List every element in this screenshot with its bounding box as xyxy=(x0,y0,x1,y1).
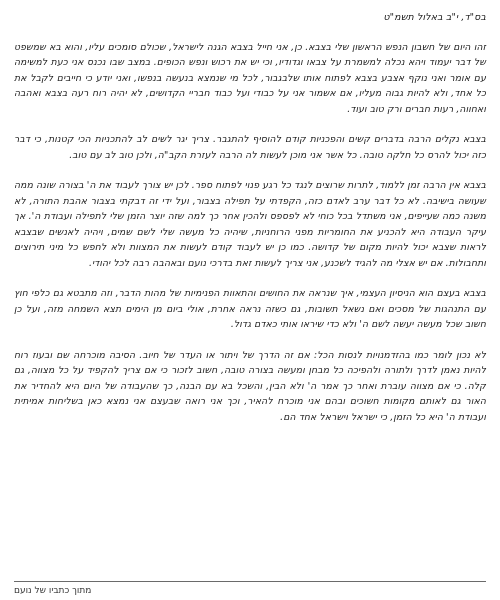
letter-paragraph-4: בצבא בעצם הוא הניסיון העצמי, איך שנראה את החושים והתאוות הפנימיות של מהות הדבר, וזה מתבטא גם כלפי חוץ עם התנהגות של מסכים ואם נשאל תשובות, גם כשזה נראה אחרת, אולי ביום מן הימים תצא השמחה מזה, ועל כן חשוב שכל מעשה יעשה לשם ה' ולא כדי שיראו אותי כאדם גדול. xyxy=(14,288,486,330)
letter-paragraph-2: בצבא נקלים הרבה בדברים קשים והפכניות קודם להוסיף להתגבר. צריך יגר לשים לב להתכניות הכי קטנות, כי דבר כזה יכול להרס כל חלקה טובה. כל אשר אני מוכן לעשות לה הרבה לעזרת הקב"ה, ולכן טוב לב עם טוב. xyxy=(14,134,486,161)
letter-paragraph-1: זהו היום של חשבון הנפש הראשון שלי בצבא. כן, אני חייל בצבא הגנה לישראל, שכולם סומכים עליו, והוא בא שמשפט של דבר יעמוד ויהא נכלה למשמרת על צבאו וגדודיו, וכי יש את רכוש ונפש הכופים. במצב שבו נכנס אני כעת למשימה עם אומר ואני נוקף אצבע בצבא לפתוח אותו שלבגבור, לכל מי שנמצא בנעשה בנפשו, ואני יודע כי חייבים לקבל את כל אחד, ולא להיות גבוה מעליו, אם אשמור אני על כבודי ועל כבוד חבריי הקדושים, לא יהיה רוח רעה בצבא ואהבה ואחווה, רעות חברים ורק טוב ועוד. xyxy=(14,41,486,115)
handwritten-letter xyxy=(14,10,486,425)
letter-paragraph-3: בצבא אין הרבה זמן ללמוד, לתרות שרוצים לנגד כל רגע פנוי לפתוח ספר. לכן יש צורך לעבוד את ה' בצורה שונה ממה שעושה בישיבה. לא כל דבר ערב לאדם כזה, הקפדתי על תפילה בצבור, ועל ידי זה דבקתי בצבור אהבת התורה, לא משנה כמה שעייפים, אני משתדל בכל כוחי לא לפספס ולהכין אחר כך למה שזה יוצר הזמן שלי לתפילה ועבודת ה'. אך עיקר העבודה היא להכניע את החומריות מפני הרוחניות, שיהיה כל מעשה שלי לשם שמים, ויהיה לאנשים שבצבא לראות שצבא יכול להיות מקום של קדושה. כמו כן יש לעבוד קודם לעשות את המצוות ולא לחפש כל מיני תירוצים ותחבולות. אם יש אצלי מה להגיד לשכנע, אני צריך לעשות זאת בדרכי נועם ובאהבה רבה לכל יהודי. xyxy=(14,180,486,269)
letter-dateline: בס"ד, י"ב באלול תשמ"ט xyxy=(383,12,486,23)
letter-paragraph-5: לא נכון לומר כמו בהזדמנויות לנסות הכל: אם זה הדרך של ויתור או העדר של חיוב. הסיבה מוכרחה שם ובעוז רוח להיות נאמן לדרך ולתורה ולהפיכה כל מבחן ומעשה בצורה טובה, חשוב לזכור כי אם צריך להקפיד על כל מצווה, גם קלה. כי אם מצווה עוברת ואחר כך אמר ה' ולא הבין, והשכל בא עם הבנה, כך שהעבודה של היום היא להחדיר את האור גם לאותם מקומות חשוכים ובהם אני מוכרח להאיר, וכך אני רואה שבעצם אני נמצא כאן בשליחות אמיתית ועבודת ה' היא כל הזמן, כי ישראל וישראל אחד הם. xyxy=(14,349,486,423)
source-caption: מתוך כתביו של נועם xyxy=(14,581,486,596)
